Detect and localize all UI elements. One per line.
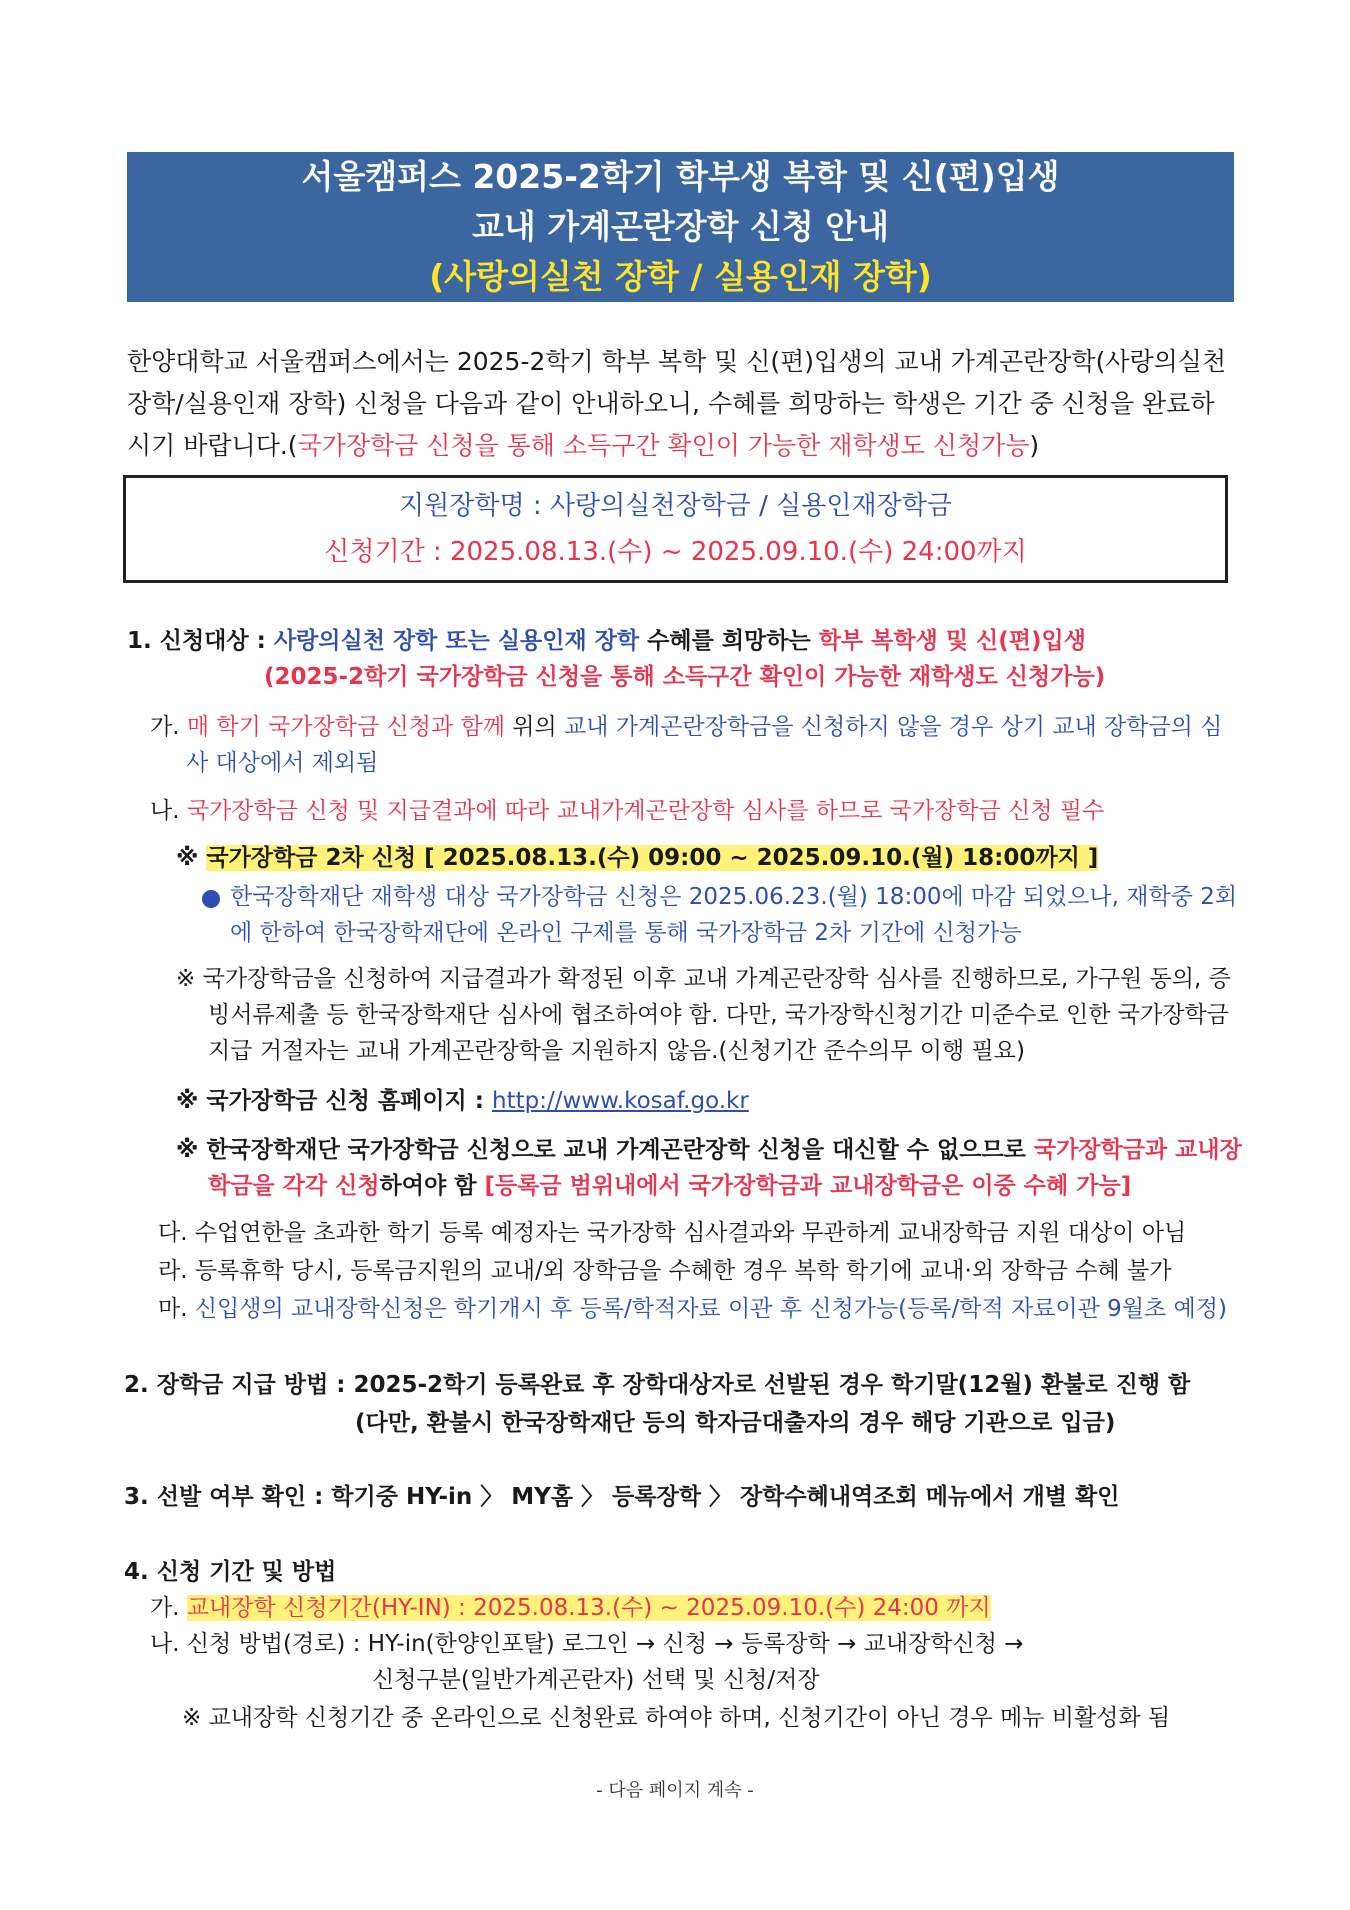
section1-na <box>150 796 1104 826</box>
section1-ga-cont: 사 대상에서 제외됨 <box>186 750 379 776</box>
note4-red1: 국가장학금과 교내장 <box>1033 1137 1242 1163</box>
kosaf-link[interactable]: http://www.kosaf.go.kr <box>492 1088 749 1114</box>
na-label: 나. <box>150 798 187 824</box>
section4-note: ※ 교내장학 신청기간 중 온라인으로 신청완료 하여야 하며, 신청기간이 아닌 경우 메뉴 비활성화 됨 <box>182 1705 1171 1731</box>
homepage-label: ※ 국가장학금 신청 홈페이지 : <box>176 1088 492 1114</box>
note4-text: ※ 한국장학재단 국가장학금 신청으로 교내 가계곤란장학 신청을 대신할 수 없으므로 <box>176 1137 1034 1163</box>
note-mark: ※ <box>176 845 207 871</box>
intro-line3-plain: 시기 바랍니다.( <box>127 431 298 460</box>
scholarship-name: 지원장학명 : 사랑의실천장학금 / 실용인재장학금 <box>399 491 952 521</box>
section1-target-scholarships: 사랑의실천 장학 또는 실용인재 장학 <box>273 628 640 654</box>
second-application-period: 국가장학금 2차 신청 [ 2025.08.13.(수) 09:00 ~ 2025.09.10.(월) 18:00까지 ] <box>206 845 1099 871</box>
ga-mid-text: 위의 <box>504 714 564 740</box>
section1-sub-note: (2025-2학기 국가장학금 신청을 통해 소득구간 확인이 가능한 재학생도 신청가능) <box>264 664 1106 690</box>
title-banner <box>127 152 1234 302</box>
intro-line3-close: ) <box>1029 431 1040 460</box>
application-period: 신청기간 : 2025.08.13.(수) ~ 2025.09.10.(수) 24:00까지 <box>324 537 1027 567</box>
ga-red-text: 매 학기 국가장학금 신청과 함께 <box>186 714 505 740</box>
note3-homepage <box>176 1086 749 1116</box>
banner-title-line1: 서울캠퍼스 2025-2학기 학부생 복학 및 신(편)입생 <box>301 157 1060 196</box>
section1-heading-mid: 수혜를 희망하는 <box>639 628 819 654</box>
info-box <box>123 475 1228 583</box>
intro-line3 <box>127 430 1234 462</box>
section1-target-students: 학부 복학생 및 신(편)입생 <box>818 628 1086 654</box>
note4-red2: 학금을 각각 신청 <box>208 1173 380 1199</box>
note2-line2: 빙서류제출 등 한국장학재단 심사에 협조하여야 함. 다만, 국가장학신청기간 미준수로 인한 국가장학금 <box>208 1002 1229 1028</box>
footer-continued: - 다음 페이지 계속 - <box>596 1780 754 1801</box>
na-red-text: 국가장학금 신청 및 지급결과에 따라 교내가계곤란장학 심사를 하므로 국가장학금 신청 필수 <box>186 798 1105 824</box>
section4-ga <box>150 1593 991 1623</box>
banner-title-line3: (사랑의실천 장학 / 실용인재 장학) <box>429 257 932 296</box>
section1-ma <box>158 1294 1227 1324</box>
bullet1-line1: 한국장학재단 재학생 대상 국가장학금 신청은 2025.06.23.(월) 18:00에 마감 되었으나, 재학중 2회 <box>230 884 1238 910</box>
section1-label: 1. 신청대상 : <box>127 628 274 654</box>
note4-text-b: 하여야 함 <box>379 1173 485 1199</box>
section1-heading <box>127 626 1086 656</box>
section1-ra: 라. 등록휴학 당시, 등록금지원의 교내/외 장학금을 수혜한 경우 복학 학기에 교내·외 장학금 수혜 불가 <box>158 1258 1172 1284</box>
ma-blue-text: 신입생의 교내장학신청은 학기개시 후 등록/학적자료 이관 후 신청가능(등록/학적 자료이관 9월초 예정) <box>194 1296 1227 1322</box>
note-second-application <box>176 843 1098 873</box>
intro-line3-note: 국가장학금 신청을 통해 소득구간 확인이 가능한 재학생도 신청가능 <box>297 431 1030 460</box>
note4-red3: [등록금 범위내에서 국가장학금과 교내장학금은 이중 수혜 가능] <box>484 1173 1132 1199</box>
intro-line2: 장학/실용인재 장학) 신청을 다음과 같이 안내하오니, 수혜를 희망하는 학생은 기간 중 신청을 완료하 <box>127 389 1215 418</box>
section2-line2: (다만, 환불시 한국장학재단 등의 학자금대출자의 경우 해당 기관으로 입금) <box>355 1410 1116 1436</box>
s4-ga-period: 교내장학 신청기간(HY-IN) : 2025.08.13.(수) ~ 2025.09.10.(수) 24:00 까지 <box>186 1595 991 1621</box>
banner-title-line2: 교내 가계곤란장학 신청 안내 <box>471 207 889 246</box>
intro-line1: 한양대학교 서울캠퍼스에서는 2025-2학기 학부 복학 및 신(편)입생의 교내 가계곤란장학(사랑의실천 <box>127 347 1227 376</box>
ma-label: 마. <box>158 1296 195 1322</box>
note4-line2 <box>208 1171 1131 1201</box>
section3-line: 3. 선발 여부 확인 : 학기중 HY-in 〉 MY홈 〉 등록장학 〉 장학수혜내역조회 메뉴에서 개별 확인 <box>124 1484 1120 1510</box>
note2-line1: ※ 국가장학금을 신청하여 지급결과가 확정된 이후 교내 가계곤란장학 심사를 진행하므로, 가구원 동의, 증 <box>176 966 1231 992</box>
note4-line1 <box>176 1135 1242 1165</box>
section1-da: 다. 수업연한을 초과한 학기 등록 예정자는 국가장학 심사결과와 무관하게 교내장학금 지원 대상이 아님 <box>158 1220 1187 1246</box>
bullet1-line2: 에 한하여 한국장학재단에 온라인 구제를 통해 국가장학금 2차 기간에 신청가능 <box>230 920 1022 946</box>
bullet-icon <box>202 890 220 912</box>
section4-heading: 4. 신청 기간 및 방법 <box>124 1559 337 1585</box>
ga-blue-text: 교내 가계곤란장학금을 신청하지 않을 경우 상기 교내 장학금의 심 <box>564 714 1223 740</box>
section2-line1: 2. 장학금 지급 방법 : 2025-2학기 등록완료 후 장학대상자로 선발된 경우 학기말(12월) 환불로 진행 함 <box>124 1372 1191 1398</box>
section1-ga <box>150 712 1222 742</box>
section4-na-line1: 나. 신청 방법(경로) : HY-in(한양인포탈) 로그인 → 신청 → 등록장학 → 교내장학신청 → <box>150 1631 1024 1657</box>
note2-line3: 지급 거절자는 교내 가계곤란장학을 지원하지 않음.(신청기간 준수의무 이행 필요) <box>208 1038 1025 1064</box>
ga-label: 가. <box>150 714 187 740</box>
s4-ga-label: 가. <box>150 1595 187 1621</box>
section4-na-line2: 신청구분(일반가계곤란자) 선택 및 신청/저장 <box>372 1667 820 1693</box>
